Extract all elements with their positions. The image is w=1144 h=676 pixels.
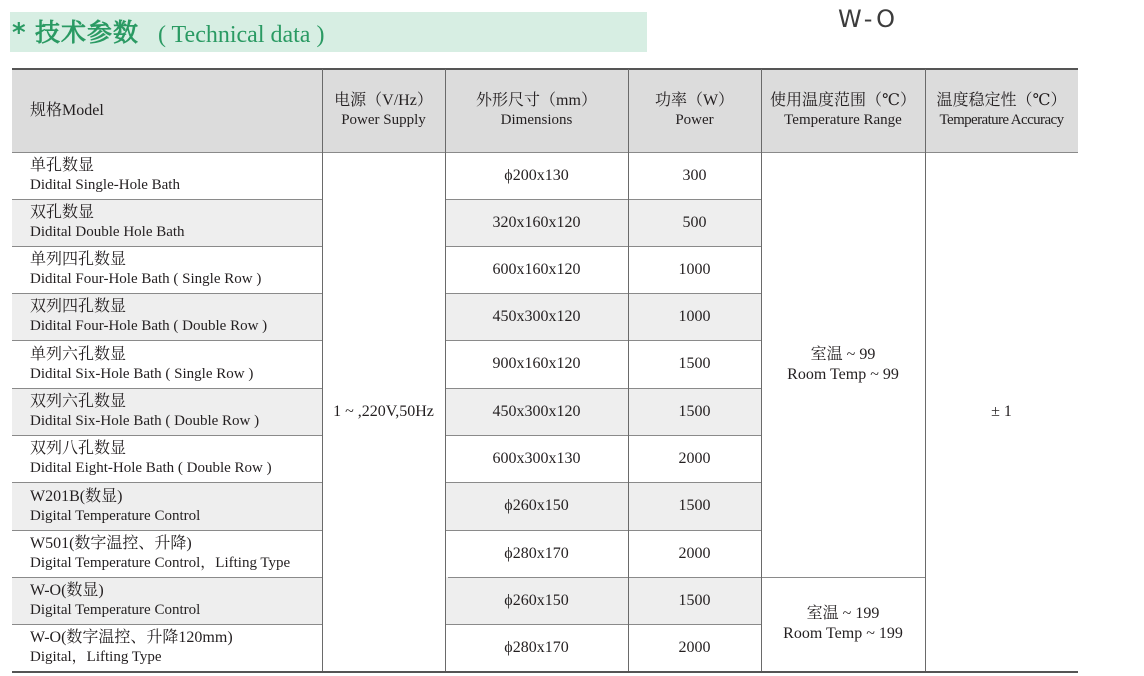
model-name-cn: W-O(数字温控、升降120mm)	[30, 629, 233, 646]
header-dimensions-en: Dimensions	[500, 112, 573, 128]
power-cell	[628, 577, 761, 624]
dimensions-value: ϕ260x150	[504, 497, 569, 514]
column-rule	[761, 69, 762, 671]
table-row-model	[12, 340, 322, 388]
row-rule-dim-power	[445, 199, 761, 200]
section-title-en: ( Technical data )	[158, 22, 325, 48]
table-row-model	[12, 530, 322, 577]
table-row-model	[12, 199, 322, 246]
model-name-cn: 单孔数显	[30, 157, 95, 174]
header-accuracy-cn: 温度稳定性（℃）	[936, 92, 1067, 109]
dimensions-value: 320x160x120	[492, 213, 581, 231]
row-rule-dim-power	[445, 340, 761, 341]
header-power-supply-cn: 电源（V/Hz）	[334, 92, 433, 109]
dimensions-value: ϕ260x150	[504, 591, 569, 609]
power-cell	[628, 482, 761, 530]
dimensions-value: 450x300x120	[492, 307, 581, 325]
row-rule-dim-power	[445, 435, 761, 436]
dimensions-cell	[445, 482, 628, 530]
accuracy-value: ± 1	[991, 402, 1012, 420]
dimensions-cell	[445, 199, 628, 246]
dimensions-cell	[445, 246, 628, 293]
power-value: 2000	[678, 544, 711, 562]
table-row-model	[12, 246, 322, 293]
column-rule	[925, 69, 926, 671]
row-rule-dim-power	[448, 577, 925, 578]
model-name-cn: 双列六孔数显	[30, 393, 127, 410]
row-rule-dim-power	[445, 246, 761, 247]
model-name-en: Digital Temperature Control，Lifting Type	[30, 555, 291, 571]
model-name-en: Didital Four-Hole Bath ( Double Row )	[30, 318, 268, 334]
dimensions-value: ϕ280x170	[504, 638, 569, 656]
header-power-en: Power	[675, 112, 714, 128]
dimensions-cell	[445, 435, 628, 482]
dimensions-cell	[445, 152, 628, 199]
power-cell	[628, 152, 761, 199]
temp-range-1-cn: 室温 ~ 99	[810, 345, 876, 363]
row-rule-model	[12, 388, 322, 389]
power-cell	[628, 435, 761, 482]
row-rule-model	[12, 293, 322, 294]
table-row-model	[12, 293, 322, 340]
power-cell	[628, 199, 761, 246]
row-rule-model	[12, 246, 322, 247]
dimensions-cell	[445, 577, 628, 624]
accuracy-cell	[925, 152, 1078, 671]
row-rule-dim-power	[445, 530, 761, 531]
table-row-model	[12, 482, 322, 530]
temp-range-2-cn: 室温 ~ 199	[806, 605, 880, 622]
model-code: W-O	[838, 5, 898, 33]
model-name-en: Didital Single-Hole Bath	[30, 177, 180, 193]
header-dimensions-cn: 外形尺寸（mm）	[476, 92, 597, 109]
row-rule-model	[12, 435, 322, 436]
row-rule-dim-power	[445, 388, 761, 389]
model-name-en: Digital Temperature Control	[30, 507, 201, 524]
power-value: 1500	[678, 355, 711, 372]
row-rule-model	[12, 199, 322, 200]
temp-range-2-en: Room Temp ~ 199	[783, 625, 903, 642]
power-cell	[628, 293, 761, 340]
row-rule-model	[12, 624, 322, 625]
model-name-cn: W501(数字温控、升降)	[30, 535, 192, 552]
model-name-cn: 单列四孔数显	[30, 251, 127, 268]
model-name-cn: W201B(数显)	[30, 487, 123, 505]
model-name-cn: 双列八孔数显	[30, 440, 127, 457]
table-top-rule	[12, 68, 1078, 70]
power-value: 1000	[678, 307, 711, 325]
power-cell	[628, 246, 761, 293]
power-value: 1500	[678, 497, 711, 514]
row-rule-model	[12, 340, 322, 341]
row-rule-dim-power	[445, 293, 761, 294]
section-title-cn: 技术参数	[35, 18, 140, 47]
row-rule-model	[12, 577, 322, 578]
model-name-en: Didital Six-Hole Bath ( Double Row )	[30, 413, 260, 429]
power-supply-value: 1 ~ ,220V,50Hz	[333, 402, 434, 420]
dimensions-value: 900x160x120	[492, 355, 581, 372]
power-value: 500	[682, 213, 707, 231]
table-row-model	[12, 624, 322, 671]
table-row-model	[12, 152, 322, 199]
dimensions-cell	[445, 624, 628, 671]
header-accuracy-en: Temperature Accuracy	[939, 112, 1064, 128]
header-power-cn: 功率（W）	[654, 92, 735, 109]
row-rule-model	[12, 530, 322, 531]
dimensions-cell	[445, 293, 628, 340]
header-accuracy	[925, 69, 1078, 152]
model-name-en: Didital Six-Hole Bath ( Single Row )	[30, 365, 254, 382]
temp-range-1-en: Room Temp ~ 99	[787, 365, 899, 383]
dimensions-cell	[445, 530, 628, 577]
dimensions-value: 600x160x120	[492, 260, 581, 278]
power-cell	[628, 388, 761, 435]
model-name-en: Digital，Lifting Type	[30, 649, 162, 665]
header-power	[628, 69, 761, 152]
power-cell	[628, 624, 761, 671]
column-rule	[322, 69, 323, 671]
dimensions-value: 600x300x130	[492, 449, 581, 467]
model-name-en: Didital Four-Hole Bath ( Single Row )	[30, 271, 262, 287]
header-model	[12, 69, 322, 152]
power-cell	[628, 340, 761, 388]
row-rule-dim-power	[445, 624, 761, 625]
temp-range-cell-1	[761, 152, 925, 577]
power-value: 2000	[678, 638, 711, 656]
dimensions-value: ϕ280x170	[504, 544, 569, 562]
table-row-model	[12, 388, 322, 435]
power-value: 2000	[678, 449, 711, 467]
table-row-model	[12, 577, 322, 624]
header-temp-range-en: Temperature Range	[784, 112, 902, 128]
title-asterisk: *	[12, 18, 26, 48]
power-value: 300	[682, 166, 707, 184]
temp-range-cell-2	[761, 577, 925, 671]
header-temp-range-cn: 使用温度范围（℃）	[770, 92, 916, 109]
power-value: 1500	[678, 402, 711, 420]
header-temp-range	[761, 69, 925, 152]
model-name-en: Digital Temperature Control	[30, 602, 201, 618]
power-value: 1000	[678, 260, 711, 278]
table-row-model	[12, 435, 322, 482]
model-name-cn: W-O(数显)	[30, 582, 104, 599]
table-bottom-rule	[12, 671, 1078, 673]
dimensions-cell	[445, 340, 628, 388]
dimensions-value: 450x300x120	[492, 402, 581, 420]
model-name-en: Didital Eight-Hole Bath ( Double Row )	[30, 460, 272, 476]
header-power-supply	[322, 69, 445, 152]
dimensions-cell	[445, 388, 628, 435]
dimensions-value: ϕ200x130	[504, 166, 569, 184]
row-rule-dim-power	[445, 482, 761, 483]
model-name-cn: 单列六孔数显	[30, 345, 127, 363]
power-value: 1500	[678, 591, 711, 609]
model-name-en: Didital Double Hole Bath	[30, 224, 185, 240]
model-name-cn: 双孔数显	[30, 204, 95, 221]
header-dimensions	[445, 69, 628, 152]
power-supply-cell	[322, 152, 445, 671]
header-bottom-rule	[12, 152, 1078, 153]
model-name-cn: 双列四孔数显	[30, 298, 127, 315]
header-model-cn: 规格Model	[30, 101, 104, 119]
power-cell	[628, 530, 761, 577]
header-power-supply-en: Power Supply	[341, 112, 426, 128]
column-rule	[445, 69, 446, 671]
row-rule-model	[12, 482, 322, 483]
column-rule	[628, 69, 629, 671]
